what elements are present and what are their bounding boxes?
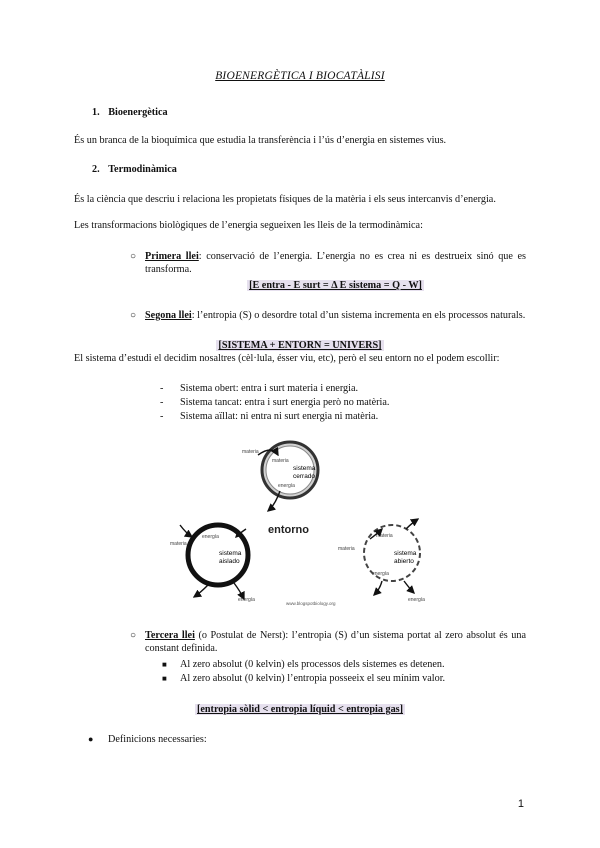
isolated-energy-label-2: energía xyxy=(238,597,255,603)
dot-bullet-icon: ● xyxy=(88,734,94,744)
list-item-text: Al zero absolut (0 kelvin) els processos dels sistemes es detenen. xyxy=(180,659,445,670)
isolated-system xyxy=(170,525,255,603)
dash-bullet: - xyxy=(160,397,164,408)
document-title: BIOENERGÈTICA I BIOCATÀLISI xyxy=(215,70,385,82)
thermodynamic-systems-diagram xyxy=(160,415,450,610)
second-law-name: Segona llei xyxy=(145,310,192,321)
open-system-label-2: abierto xyxy=(394,558,414,565)
second-law-formula: [SISTEMA + ENTORN = UNIVERS] xyxy=(218,340,382,351)
third-law-name: Tercera llei xyxy=(145,630,195,641)
entropy-formula-line xyxy=(74,703,526,716)
section-1-number: 1. xyxy=(92,107,100,118)
definitions-bullet: Definicions necessaries: xyxy=(108,734,207,745)
system-paragraph: El sistema d’estudi el decidim nosaltres (cèl·lula, ésser viu, etc), però el seu entorn no el podem escollir: xyxy=(74,353,500,364)
isolated-energy-label-1: energía xyxy=(202,534,219,540)
isolated-system-label-2: aislado xyxy=(219,558,240,565)
first-law-paragraph xyxy=(145,250,526,276)
third-law-list xyxy=(162,658,446,686)
circle-bullet-icon: ○ xyxy=(130,251,137,262)
section-1-title: Bioenergètica xyxy=(108,107,168,118)
square-bullet-icon: ■ xyxy=(162,674,167,683)
entropy-formula: [entropia sòlid < entropia líquid < entropia gas] xyxy=(196,704,404,715)
isolated-system-label-1: sistema xyxy=(219,550,242,557)
list-item-text: Sistema tancat: entra i surt energia però no matèria. xyxy=(180,397,390,408)
section-2-paragraph-1: És la ciència que descriu i relaciona les propietats físiques de la matèria i els seus intercanvis d’energia. xyxy=(74,194,496,205)
section-2-heading xyxy=(92,163,177,176)
open-energy-label-2: energía xyxy=(408,597,425,603)
diagram-credit: www.blogspotbiology.org xyxy=(286,601,336,606)
second-law-text: : l’entropia (S) o desordre total d’un sistema incrementa en els processos naturals. xyxy=(191,310,526,321)
first-law-formula-line xyxy=(145,279,526,292)
list-item xyxy=(160,382,359,396)
section-1-heading xyxy=(92,106,168,119)
section-2-title: Termodinàmica xyxy=(108,164,177,175)
closed-in-label: materia xyxy=(242,449,259,455)
section-1-text: És un branca de la bioquímica que estudia la transferència i l’ús d’energia en sistemes vius. xyxy=(74,135,447,146)
page-number: 1 xyxy=(517,798,524,810)
list-item xyxy=(160,396,390,410)
list-item xyxy=(162,672,446,686)
first-law-name: Primera llei xyxy=(145,251,199,262)
closed-system xyxy=(242,442,318,511)
open-matter-label-2: materia xyxy=(376,533,393,539)
list-item-text: Al zero absolut (0 kelvin) l’entropia posseeix el seu mínim valor. xyxy=(180,673,446,684)
list-item-text: Sistema aïllat: ni entra ni surt energia ni matèria. xyxy=(180,411,379,422)
open-system xyxy=(338,519,425,603)
first-law-formula: [E entra - E surt = Δ E sistema = Q - W] xyxy=(249,280,422,291)
list-item xyxy=(162,658,445,672)
square-bullet-icon: ■ xyxy=(162,660,167,669)
closed-energy-label: energía xyxy=(278,483,295,489)
open-matter-label-1: materia xyxy=(338,546,355,552)
open-energy-label-1: energía xyxy=(372,571,389,577)
closed-system-label-2: cerrado xyxy=(293,473,316,480)
section-2-number: 2. xyxy=(92,164,100,175)
section-2-paragraph-2: Les transformacions biològiques de l’energia segueixen les lleis de la termodinàmica: xyxy=(74,220,423,231)
open-system-label-1: sistema xyxy=(394,550,417,557)
list-item-text: Sistema obert: entra i surt materia i energia. xyxy=(180,383,359,394)
dash-bullet: - xyxy=(160,383,164,394)
first-law-text: : conservació de l’energia. L’energia no es crea ni es destrueix sinó que es transforma. xyxy=(145,251,526,275)
circle-bullet-icon: ○ xyxy=(130,630,137,641)
circle-bullet-icon: ○ xyxy=(130,310,137,321)
third-law-text: (o Postulat de Nerst): l’entropia (S) d’un sistema portat al zero absolut és una constant definida. xyxy=(145,630,527,654)
dash-bullet: - xyxy=(160,411,164,422)
isolated-matter-label: materia xyxy=(170,541,187,547)
second-law-paragraph xyxy=(145,309,526,322)
third-law-paragraph xyxy=(145,629,526,655)
second-law-formula-line xyxy=(74,339,526,352)
closed-system-label-1: sistema xyxy=(293,465,316,472)
closed-out-label: materia xyxy=(272,458,289,464)
environment-label: entorno xyxy=(268,524,309,536)
